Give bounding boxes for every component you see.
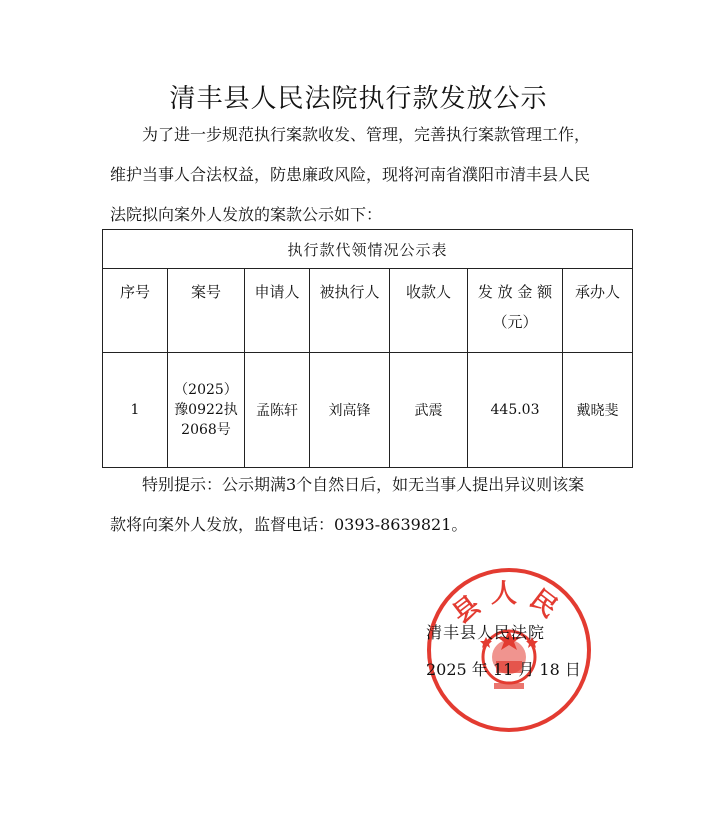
cell-applicant: 孟陈轩 — [245, 353, 310, 468]
cell-seq: 1 — [103, 353, 168, 468]
header-handler: 承办人 — [563, 269, 633, 353]
cell-case-no — [168, 353, 245, 468]
header-amount — [468, 269, 563, 353]
notice-line-2: 款将向案外人发放，监督电话：0393-8639821。 — [110, 515, 468, 534]
intro-line-3: 法院拟向案外人发放的案款公示如下： — [110, 205, 383, 224]
cell-handler: 戴晓斐 — [563, 353, 633, 468]
court-seal-icon — [424, 565, 594, 735]
notice-paragraph — [110, 465, 630, 545]
seal-arc-textpath: 县人民 — [447, 579, 571, 630]
table-title: 执行款代领情况公示表 — [103, 230, 633, 269]
case-no-line3: 2068号 — [181, 422, 231, 438]
header-amount-line1: 发 放 金 额 — [477, 283, 553, 301]
header-case-no: 案号 — [168, 269, 245, 353]
disbursement-table — [102, 229, 633, 468]
intro-line-2: 维护当事人合法权益，防患廉政风险，现将河南省濮阳市清丰县人民 — [110, 165, 591, 184]
case-no-line2: 豫0922执 — [174, 402, 238, 418]
signature-court: 清丰县人民法院 — [426, 623, 546, 642]
header-applicant: 申请人 — [245, 269, 310, 353]
cell-payee: 武震 — [390, 353, 468, 468]
table-header-row — [103, 269, 633, 353]
intro-line-1: 为了进一步规范执行案款收发、管理，完善执行案款管理工作， — [142, 125, 591, 144]
cell-amount: 445.03 — [468, 353, 563, 468]
cell-respondent: 刘高锋 — [310, 353, 390, 468]
header-respondent: 被执行人 — [310, 269, 390, 353]
notice-line-1: 特别提示：公示期满3个自然日后，如无当事人提出异议则该案 — [142, 475, 585, 494]
intro-paragraph — [110, 115, 630, 235]
header-payee: 收款人 — [390, 269, 468, 353]
table-row — [103, 353, 633, 468]
page-title: 清丰县人民法院执行款发放公示 — [169, 84, 548, 114]
signature-date: 2025 年 11 月 18 日 — [426, 660, 581, 679]
header-seq: 序号 — [103, 269, 168, 353]
case-no-line1: （2025） — [174, 382, 238, 398]
header-amount-line2: （元） — [492, 313, 538, 331]
